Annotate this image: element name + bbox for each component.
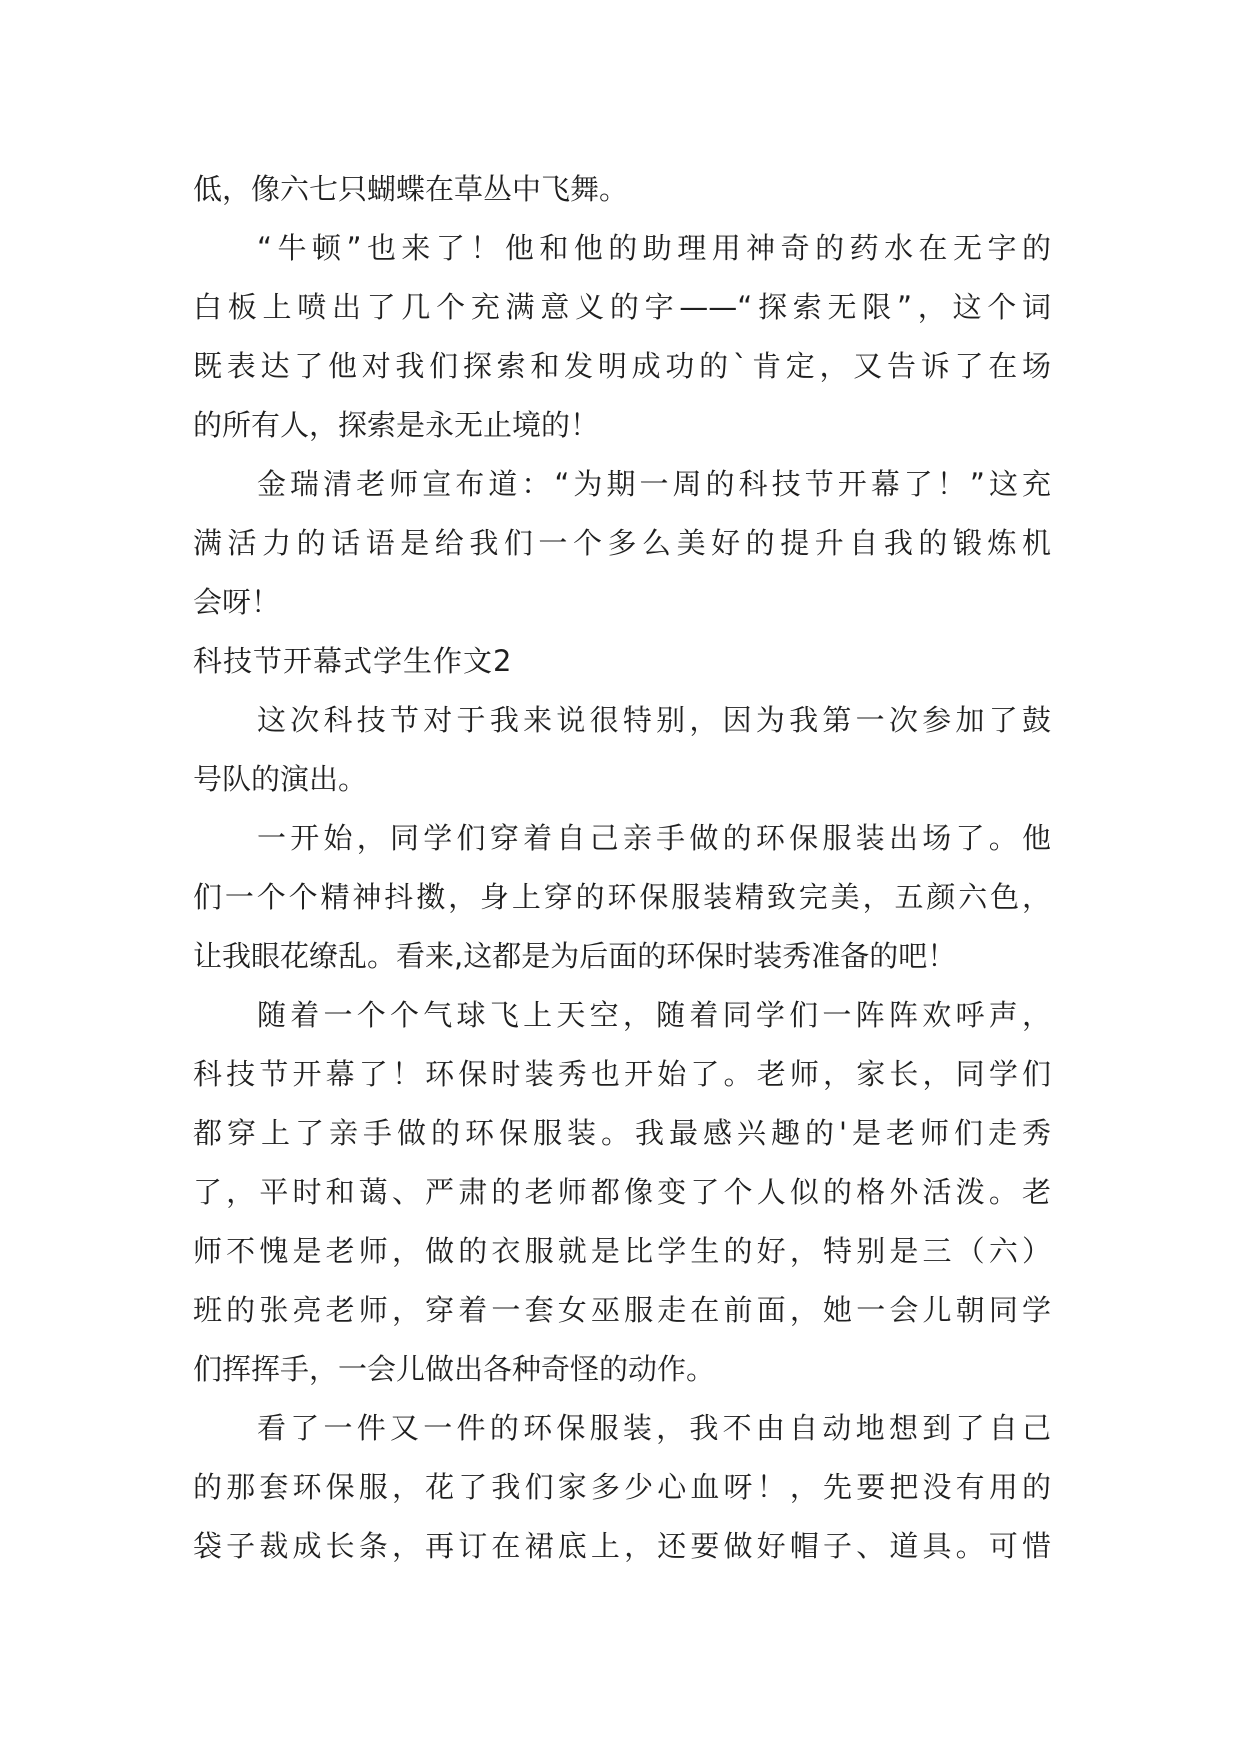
text-line: 师不愧是老师，做的衣服就是比学生的好，特别是三（六）: [193, 1234, 1051, 1268]
text-line: 们挥挥手，一会儿做出各种奇怪的动作。: [193, 1352, 716, 1386]
text-line: 袋子裁成长条，再订在裙底上，还要做好帽子、道具。可惜: [193, 1529, 1051, 1563]
text-line: 的所有人，探索是永无止境的！: [193, 408, 600, 442]
text-line: 班的张亮老师，穿着一套女巫服走在前面，她一会儿朝同学: [193, 1293, 1051, 1327]
text-line: 这次科技节对于我来说很特别，因为我第一次参加了鼓: [257, 703, 1051, 737]
text-line: 的那套环保服，花了我们家多少心血呀！，先要把没有用的: [193, 1470, 1051, 1504]
text-line: 科技节开幕了！环保时装秀也开始了。老师，家长，同学们: [193, 1057, 1051, 1091]
section-heading: 科技节开幕式学生作文2: [193, 644, 513, 678]
text-line: 既表达了他对我们探索和发明成功的`肯定，又告诉了在场: [193, 349, 1051, 383]
text-line: 低，像六七只蝴蝶在草丛中飞舞。: [193, 172, 629, 206]
text-line: 会呀！: [193, 585, 281, 619]
text-line: 满活力的话语是给我们一个多么美好的提升自我的锻炼机: [193, 526, 1051, 560]
text-line: 号队的演出。: [193, 762, 368, 796]
text-line: 看了一件又一件的环保服装，我不由自动地想到了自己: [257, 1411, 1051, 1445]
text-line: 都穿上了亲手做的环保服装。我最感兴趣的'是老师们走秀: [193, 1116, 1051, 1150]
text-line: 让我眼花缭乱。看来,这都是为后面的环保时装秀准备的吧！: [193, 939, 957, 973]
text-line: “牛顿”也来了！他和他的助理用神奇的药水在无字的: [257, 231, 1051, 265]
text-line: 金瑞清老师宣布道：“为期一周的科技节开幕了！”这充: [257, 467, 1051, 501]
text-line: 们一个个精神抖擞，身上穿的环保服装精致完美，五颜六色，: [193, 880, 1051, 914]
text-line: 白板上喷出了几个充满意义的字——“探索无限”，这个词: [193, 290, 1051, 324]
text-line: 一开始，同学们穿着自己亲手做的环保服装出场了。他: [257, 821, 1051, 855]
text-line: 了，平时和蔼、严肃的老师都像变了个人似的格外活泼。老: [193, 1175, 1051, 1209]
document-body: [193, 160, 1051, 1576]
text-line: 随着一个个气球飞上天空，随着同学们一阵阵欢呼声，: [257, 998, 1051, 1032]
